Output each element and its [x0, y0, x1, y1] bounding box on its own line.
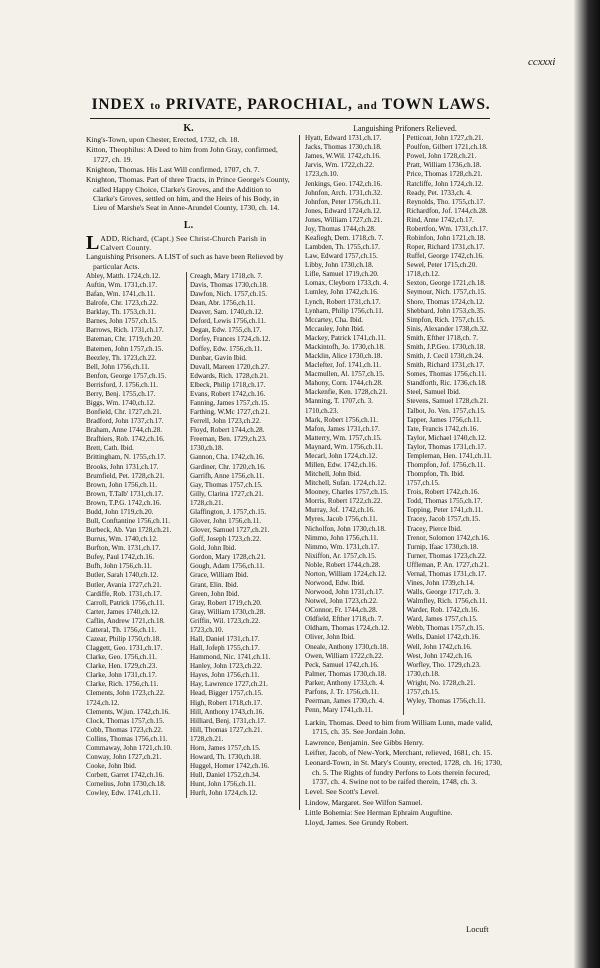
list-item: Tracey, Pierce Ibid.	[406, 524, 462, 533]
list-item: Topping, Peter 1741,ch.11.	[406, 506, 483, 515]
list-item: James, W.Wil. 1742,ch.16.	[305, 152, 404, 161]
list-item: Commaway, John 1721,ch.10.	[86, 744, 187, 753]
list-item: Parfons, J. Tr. 1756,ch.11.	[305, 688, 404, 697]
list-item: Gray, Robert 1719,ch.20.	[190, 598, 262, 607]
list-item: Abley, Matth. 1724,ch.12.	[86, 272, 187, 281]
list-item: Tate, Francis 1742,ch.16.	[406, 424, 479, 433]
list-item: Norwood, Edw. Ibid.	[305, 579, 404, 588]
list-item: Caflin, Andrew 1721,ch.18.	[86, 617, 187, 626]
list-item: Collins, Thomas 1756,ch.11.	[86, 735, 187, 744]
list-item: Clarke, Hen. 1729,ch.23.	[86, 662, 187, 671]
list-item: Owen, William 1722,ch.22.	[305, 652, 404, 661]
list-item: Beezley, Th. 1723,ch.22.	[86, 354, 187, 363]
list-item: Griffin, Wil. 1723,ch.22.	[190, 616, 261, 625]
list-item: Sinis, Alexander 1738,ch.32.	[406, 324, 489, 333]
list-item: Hurft, John 1724,ch.12.	[190, 789, 258, 798]
list-item: Vernal, Thomas 1731,ch.17.	[406, 569, 487, 578]
list-item: Smith, Efther 1718,ch. 7.	[406, 333, 479, 342]
list-item: Green, John Ibid.	[190, 589, 240, 598]
list-item: Bufh, John 1756,ch.11.	[86, 562, 187, 571]
list-item: Grace, William Ibid.	[190, 571, 249, 580]
list-item: Cowley, Edw. 1741,ch.11.	[86, 789, 187, 798]
list-item: Todd, Thomas 1755,ch.17.	[406, 497, 483, 506]
list-item: Oliver, John Ibid.	[305, 633, 404, 642]
list-item: Mooney, Charles 1757,ch.15.	[305, 488, 404, 497]
list-item: Sewel, Peter 1715,ch.20.	[406, 261, 478, 270]
list-item: Gardiner, Chr. 1720,ch.16.	[190, 462, 266, 471]
list-item: 1718,ch.12.	[406, 270, 440, 279]
list-item: Mackintofh, Jo. 1730,ch.18.	[305, 343, 404, 352]
list-header: Languishing Prifoners Relieved.	[353, 124, 457, 133]
list-item: Elbeck, Philip 1718,ch.17.	[190, 380, 266, 389]
list-item: Berry, Benj. 1755,ch.17.	[86, 390, 187, 399]
list-item: Steel, Samuel Ibid.	[406, 388, 461, 397]
title-part-laws-type: PRIVATE, PAROCHIAL,	[165, 96, 353, 113]
list-item: Webb, Thomas 1757,ch.15.	[406, 624, 485, 633]
list-item: Lomax, Cleyborn 1733,ch. 4.	[305, 279, 404, 288]
list-item: Biggs, Wm. 1740,ch.12.	[86, 399, 187, 408]
list-item: Gay, Thomas 1757,ch.15.	[190, 480, 263, 489]
list-item: Ready, Pet. 1733,ch. 4.	[406, 188, 472, 197]
list-item: Uffleman, P. An. 1727,ch.21.	[406, 560, 489, 569]
list-item: Turner, Thomas 1723,ch.22.	[406, 551, 487, 560]
list-item: Degan, Edw. 1755,ch.17.	[190, 326, 262, 335]
list-item: Braham, Anne 1744,ch.28.	[86, 426, 187, 435]
list-item: Deford, Lewis 1756,ch.11.	[190, 317, 266, 326]
list-item: Auftin, Wm. 1731,ch.17.	[86, 281, 187, 290]
list-item: Johnfon, Peter 1756,ch.11.	[305, 198, 404, 207]
list-item: Burrus, Wm. 1740,ch.12.	[86, 535, 187, 544]
list-item: Matterry, Wm. 1757,ch.15.	[305, 434, 404, 443]
list-item: Maclefter, Jof. 1741,ch.11.	[305, 361, 404, 370]
list-item: Mitchell, Sufan. 1724,ch.12.	[305, 479, 404, 488]
list-item: Evans, Robert 1742,ch.16.	[190, 389, 266, 398]
list-item: Nimmo, John 1756,ch.11.	[305, 534, 404, 543]
list-item: Keafiegh, Dem. 1718,ch. 7.	[305, 234, 404, 243]
list-item: Gold, John Ibid.	[190, 544, 237, 553]
section-letter-l: L.	[183, 219, 194, 231]
list-item: Manning, T. 1707,ch. 3.	[305, 397, 404, 406]
list-item: Macklin, Alice 1730,ch.18.	[305, 352, 404, 361]
page-number: ccxxxi	[528, 56, 556, 68]
index-entry: Leifter, Jacob, of New-York, Merchant, relieved, 1681, ch. 15.	[305, 748, 493, 758]
list-item: Clock, Thomas 1757,ch.15.	[86, 717, 187, 726]
list-item: Hall, Jofeph 1755,ch.17.	[190, 644, 260, 653]
list-item: Ruffel, George 1742,ch.16.	[406, 252, 484, 261]
catchword: Locuft	[466, 924, 489, 934]
list-item: Barrows, Rich. 1731,ch.17.	[86, 326, 187, 335]
list-item: Hanley, John 1723,ch.22.	[190, 662, 263, 671]
list-item: Jarvis, Wm. 1722,ch.22.	[305, 161, 404, 170]
list-item: Sexton, George 1721,ch.18.	[406, 279, 486, 288]
list-item: Freeman, Ben. 1729,ch.23.	[190, 435, 267, 444]
list-item: Dean, Abr. 1756,ch.11.	[190, 299, 256, 308]
list-item: Mahony, Corn. 1744,ch.28.	[305, 379, 404, 388]
list-item: Oldfield, Efther 1718,ch. 7.	[305, 615, 404, 624]
list-item: Macmullen, Al. 1757,ch.15.	[305, 370, 404, 379]
list-item: Dorfey, Frances 1724,ch.12.	[190, 335, 271, 344]
title-part-to: to	[150, 100, 161, 112]
list-item: Clements, John 1723,ch.22.	[86, 689, 187, 698]
list-item: Hall, Daniel 1731,ch.17.	[190, 635, 260, 643]
list-item: Cazear, Philip 1750,ch.18.	[86, 635, 187, 644]
right-column	[305, 124, 505, 827]
list-item: Ratcliffe, John 1724,ch.12.	[406, 179, 484, 188]
list-item: Seymour, Nich. 1757,ch.15.	[406, 288, 487, 297]
list-item: Well, John 1742,ch.16.	[406, 642, 472, 651]
list-item: Huggel, Homer 1742,ch.16.	[190, 762, 270, 771]
list-item: Hilliard, Benj. 1731,ch.17.	[190, 716, 266, 725]
list-item: Garrifh, Anne 1756,ch.11.	[190, 471, 265, 480]
list-item: Butler, Sarah 1740,ch.12.	[86, 571, 187, 580]
list-item: Brown, T.Talb' 1731,ch.17.	[86, 490, 187, 499]
list-item: Howard, Th. 1730,ch.18.	[190, 753, 261, 762]
list-item: Petticoat, John 1727,ch.21.	[406, 134, 484, 143]
index-entry-ladd	[86, 231, 291, 254]
list-item: Penn, Mary 1741,ch.11.	[305, 706, 404, 715]
list-item: Berrisford, J. 1756,ch.11.	[86, 381, 187, 390]
list-item: Brittingham, N. 1755,ch.17.	[86, 453, 187, 462]
list-item: Mafon, James 1731,ch.17.	[305, 425, 404, 434]
list-item: Powel, John 1728,ch.21.	[406, 152, 477, 161]
list-item: 1724,ch.12.	[86, 699, 187, 708]
list-item: Glover, John 1756,ch.11.	[190, 516, 262, 525]
list-item: Clarke, John 1731,ch.17.	[86, 671, 187, 680]
list-item: Talbot, Jo. Ven. 1757,ch.15.	[406, 406, 486, 415]
list-item: Cooke, John Ibid.	[86, 762, 187, 771]
section-letter-k: K.	[183, 123, 194, 134]
list-item: Floyd, Robert 1744,ch.28.	[190, 426, 265, 435]
index-entry: Lawrence, Benjamin. See Gibbs Henry.	[305, 737, 424, 747]
list-item: Butler, Avania 1727,ch.21.	[86, 581, 187, 590]
list-item: Jones, William 1727,ch.21.	[305, 216, 404, 225]
index-entries-tail	[305, 718, 505, 827]
list-item: Reynolds, Tho. 1755,ch.17.	[406, 197, 485, 206]
list-item: Goff, Joseph 1723,ch.22.	[190, 535, 262, 544]
list-item: Barklay, Th. 1753,ch.11.	[86, 308, 187, 317]
list-item: Barnes, John 1757,ch.15.	[86, 317, 187, 326]
list-item: Murray, Jof. 1742,ch.16.	[305, 506, 404, 515]
list-item: 1723,ch.10.	[305, 170, 404, 179]
title-rule	[90, 118, 490, 119]
list-item: Walmfley, Rich. 1756,ch.11.	[406, 597, 488, 606]
title-part-and: and	[357, 100, 378, 112]
list-item: Shore, Thomas 1724,ch.12.	[406, 297, 485, 306]
list-item: Cardiffe, Rob. 1731,ch.17.	[86, 590, 187, 599]
list-item: Wright, No. 1728,ch.21.	[406, 678, 476, 687]
list-item: Budd, John 1719,ch.20.	[86, 508, 187, 517]
page-title	[86, 96, 496, 114]
list-item: Brown, T.P.G. 1742,ch.16.	[86, 499, 187, 508]
list-item: Stevens, Samuel 1728,ch.21.	[406, 397, 489, 406]
list-item: Deaver, Sam. 1740,ch.12.	[190, 308, 264, 317]
list-item: Benfon, George 1757,ch.15.	[86, 372, 187, 381]
list-item: Conway, John 1727,ch.21.	[86, 753, 187, 762]
list-item: Somes, Thomas 1756,ch.11.	[406, 370, 487, 379]
list-item: Ward, James 1757,ch.15.	[406, 615, 478, 624]
list-item: Peck, Samuel 1742,ch.16.	[305, 661, 404, 670]
list-item: Smith, J. Cecil 1730,ch.24.	[406, 352, 484, 361]
list-item: 1710,ch.23.	[305, 407, 404, 416]
list-item: Libby, John 1730,ch.18.	[305, 261, 404, 270]
list-item: Ferrell, John 1723,ch.22.	[190, 417, 261, 426]
entry-text: ADD, Richard, (Capt.) See Christ-Church Parish in Calvert County.	[100, 233, 267, 252]
list-item: Mackenfie, Ken. 1728,ch.21.	[305, 388, 404, 397]
index-entry: Lloyd, James. See Grundy Robert.	[305, 818, 409, 828]
list-item: Brett, Cath. Ibid.	[86, 444, 187, 453]
index-entry: Larkin, Thomas. Deed to him from William Lunn, made valid, 1715, ch. 35. See Jordain John.	[305, 718, 493, 737]
list-item: Nixiffon, Ar. 1757,ch.15.	[305, 552, 404, 561]
list-item: 1728,ch.21.	[190, 734, 224, 743]
list-item: 1723,ch.10.	[190, 625, 224, 634]
index-entry: Kitton, Theophilus: A Deed to him from John Gray, confirmed, 1727, ch. 19.	[86, 145, 278, 164]
list-item: Simpfon, Rich. 1757,ch.15.	[406, 315, 485, 324]
list-item: Taylor, Thomas 1731,ch.17.	[406, 442, 486, 451]
title-part-town-laws: TOWN LAWS.	[381, 96, 491, 113]
list-item: Bafan, Wm. 1741,ch.11.	[86, 290, 187, 299]
list-item: Mackey, Patrick 1741,ch.11.	[305, 334, 404, 343]
list-item: Horn, James 1757,ch.15.	[190, 743, 261, 752]
list-item: Standforth, Ric. 1736,ch.18.	[406, 379, 487, 388]
index-entry: Leonard-Town, in St. Mary's County, erected, 1728, ch. 16; 1730, ch. 5. The Rights of fundry Perfons to Lots therein fecured, 1737, ch. 4. Swine not to be raifed therein, 1748, ch. 3.	[305, 758, 502, 786]
left-column	[86, 124, 291, 798]
list-item: Jacks, Thomas 1730,ch.18.	[305, 143, 404, 152]
list-item: Hayes, John 1756,ch.11.	[190, 671, 260, 680]
list-item: Trois, Robert 1742,ch.16.	[406, 488, 480, 497]
list-item: Lynham, Philip 1756,ch.11.	[305, 307, 404, 316]
list-item: Grant, Elin. Ibid.	[190, 580, 239, 589]
list-item: Mccauley, John Ibid.	[305, 325, 404, 334]
list-item: Creagh, Mary 1718,ch. 7.	[190, 271, 263, 280]
list-item: Myres, Jacob 1756,ch.11.	[305, 515, 404, 524]
list-item: Lumley, John 1742,ch.16.	[305, 288, 404, 297]
list-item: Richardfon, Jof. 1744,ch.28.	[406, 206, 488, 215]
index-entry-prisoners: Languishing Prisoners. A LIST of such as have been Relieved by particular Acts.	[86, 252, 284, 271]
list-item: Joy, Thomas 1744,ch.28.	[305, 225, 404, 234]
list-item: Turnip, Ifaac 1730,ch.18.	[406, 542, 479, 551]
list-item: Glover, Samuel 1727,ch.21.	[190, 526, 270, 535]
list-item: Tracey, Jacob 1757,ch.15.	[406, 515, 481, 524]
list-item: 1757,ch.15.	[406, 479, 440, 488]
list-item: Jenkings, Geo. 1742,ch.16.	[305, 180, 404, 189]
list-item: 1730,ch.18.	[406, 669, 440, 678]
list-item: Trenor, Solomon 1742,ch.16.	[406, 533, 490, 542]
list-item: Duvall, Mareen 1720,ch.27.	[190, 362, 270, 371]
list-item: Robertfon, Wm. 1731,ch.17.	[406, 224, 488, 233]
list-item: Smith, Richard 1731,ch.17.	[406, 361, 485, 370]
list-item: Mark, Robert 1756,ch.11.	[305, 416, 404, 425]
list-item: Thompfon, Jof. 1756,ch.11.	[406, 460, 486, 469]
list-item: Dawfon, Nich. 1757,ch.15.	[190, 290, 268, 299]
list-item: Hull, Daniel 1752,ch.34.	[190, 771, 261, 780]
list-item: Worfley, Tho. 1729,ch.23.	[406, 660, 481, 669]
list-item: Lambden, Th. 1755,ch.17.	[305, 243, 404, 252]
list-item: OConnor, Fr. 1744,ch.28.	[305, 606, 404, 615]
list-item: Clements, W.jun. 1742,ch.16.	[86, 708, 187, 717]
list-item: Johnfon, Arch. 1731,ch.32.	[305, 189, 404, 198]
list-item: Oldham, Thomas 1724,ch.12.	[305, 624, 404, 633]
index-entry: King's-Town, upon Chester, Erected, 1732, ch. 18.	[86, 135, 240, 145]
list-item: Burfton, Wm. 1731,ch.17.	[86, 544, 187, 553]
list-item: Burbeck, Ab. Van 1728,ch.21.	[86, 526, 187, 535]
list-item: Gough, Adam 1756,ch.11.	[190, 562, 265, 571]
list-item: Balrofe, Chr. 1723,ch.22.	[86, 299, 187, 308]
list-item: Davis, Thomas 1730,ch.18.	[190, 280, 268, 289]
drop-cap: L	[86, 231, 100, 254]
list-item: Cornelius, John 1730,ch.18.	[86, 780, 187, 789]
list-item: Brown, John 1756,ch.11.	[86, 481, 187, 490]
list-item: Norton, William 1724,ch.12.	[305, 570, 404, 579]
list-item: Thompfon, Th. Ibid.	[406, 470, 465, 479]
list-item: Clarke, Geo. 1756,ch.11.	[86, 653, 187, 662]
list-item: Peerman, James 1730,ch. 4.	[305, 697, 404, 706]
list-item: Taylor, Michael 1740,ch.12.	[406, 433, 487, 442]
list-item: Nicholfon, John 1730,ch.18.	[305, 525, 404, 534]
list-item: Smith, J.P.Geo. 1730,ch.18.	[406, 342, 486, 351]
index-entry: Knighton, Thomas. Part of three Tracts, in Prince George's County, called Happy Choice, Clarke's Groves, and the Addition to Clarke's Groves, settled on him, and the Heirs of his Body, in Lieu of Marshe's Seat in Anne-Arundel County, 1730, ch. 14.	[86, 175, 290, 213]
list-item: Clarke, Rich. 1756,ch.11.	[86, 680, 187, 689]
list-item: Corbett, Garret 1742,ch.16.	[86, 771, 187, 780]
list-item: Parker, Anthony 1733,ch. 4.	[305, 679, 404, 688]
list-item: Wyley, Thomas 1756,ch.11.	[406, 697, 486, 705]
list-item: Brooks, John 1731,ch.17.	[86, 463, 187, 472]
list-item: Law, Edward 1757,ch.15.	[305, 252, 404, 261]
list-item: Robinfon, John 1721,ch.18.	[406, 234, 486, 243]
list-item: Claggett, Geo. 1731,ch.17.	[86, 644, 187, 653]
list-item: Shebbard, John 1753,ch.35.	[406, 306, 486, 315]
list-item: Hill, Thomas 1727,ch.21.	[190, 725, 263, 734]
list-item: Dunbar, Gavin Ibid.	[190, 353, 247, 362]
list-item: Edwards, Rich. 1728,ch.21.	[190, 371, 269, 380]
scan-edge-shadow	[574, 0, 600, 968]
index-entry: Level. See Scott's Level.	[305, 787, 380, 797]
list-item: Pratt, William 1736,ch.18.	[406, 161, 482, 170]
list-item: Lifle, Samuel 1719,ch.20.	[305, 270, 404, 279]
list-item: Carroll, Patrick 1756,ch.11.	[86, 599, 187, 608]
list-item: Vines, John 1739,ch.14.	[406, 578, 475, 587]
index-entry: Little Bohemia: See Herman Ephraim Auguftine.	[305, 807, 453, 817]
list-item: Warder, Rob. 1742,ch.16.	[406, 606, 480, 615]
list-item: Lynch, Robert 1731,ch.17.	[305, 298, 404, 307]
list-item: Fanning, James 1757,ch.15.	[190, 398, 270, 407]
list-item: Farthing, W.Mc 1727,ch.21.	[190, 408, 270, 417]
list-item: Batemen, John 1757,ch.15.	[86, 345, 187, 354]
list-item: Gannon, Cha. 1742,ch.16.	[190, 453, 265, 462]
list-item: Bonfield, Chr. 1727,ch.21.	[86, 408, 187, 417]
list-item: High, Robert 1718,ch.17.	[190, 698, 263, 707]
prisoner-list-left	[86, 272, 291, 799]
list-item: Gilly, Clarina 1727,ch.21.	[190, 489, 264, 498]
list-item: Mccartey, Cha. Ibid.	[305, 316, 404, 325]
list-item: Gray, William 1730,ch.28.	[190, 607, 266, 616]
list-item: Hammond, Nic. 1741,ch.11.	[190, 653, 271, 662]
list-item: Brumfield, Pet. 1728,ch.21.	[86, 472, 187, 481]
list-item: Tapper, James 1756,ch.11.	[406, 415, 482, 424]
list-item: 1728,ch.21.	[190, 498, 224, 507]
list-item: Bufey, Paul 1742,ch.16.	[86, 553, 187, 562]
list-item: Notwel, John 1723,ch.22.	[305, 597, 404, 606]
list-item: Price, Thomas 1728,ch.21.	[406, 170, 483, 179]
list-item: Bradford, John 1737,ch.17.	[86, 417, 187, 426]
list-item: Hunt, John 1756,ch.11.	[190, 780, 256, 789]
index-entry: Lindow, Margaret. See Wilfon Samuel.	[305, 797, 423, 807]
list-item: Morris, Robert 1722,ch.22.	[305, 497, 404, 506]
list-item: Bateman, Chr. 1719,ch.20.	[86, 335, 187, 344]
list-item: Catteral, Th. 1756,ch.11.	[86, 626, 187, 635]
list-item: Brafhiers, Rob. 1742,ch.16.	[86, 435, 187, 444]
list-item: Maynard, Wm. 1756,ch.11.	[305, 443, 404, 452]
list-item: Oneale, Anthony 1730,ch.18.	[305, 643, 404, 652]
list-item: Carter, James 1740,ch.12.	[86, 608, 187, 617]
list-item: Bell, John 1756,ch.11.	[86, 363, 187, 372]
list-item: Rind, Anne 1742,ch.17.	[406, 215, 474, 224]
list-item	[407, 706, 506, 715]
list-item: Hay, Lawrence 1727,ch.21.	[190, 680, 268, 689]
list-item: Gordon, Mary 1728,ch.21.	[190, 553, 266, 562]
list-item: West, John 1742,ch.16.	[406, 651, 473, 660]
list-item: Doffey, Edw. 1756,ch.11.	[190, 344, 263, 353]
prisoner-list-right	[305, 134, 505, 715]
list-item: Roper, Richard 1731,ch.17.	[406, 243, 485, 252]
list-item: Jones, Edward 1724,ch.12.	[305, 207, 404, 216]
list-item: Millen, Edw. 1742,ch.16.	[305, 461, 404, 470]
list-item: Wells, Daniel 1742,ch.16.	[406, 633, 481, 642]
list-item: Glaffington, J. 1757,ch.15.	[190, 507, 267, 516]
list-item: Hyatt, Edward 1731,ch.17.	[305, 134, 404, 143]
list-item: 1730,ch.18.	[190, 444, 224, 453]
list-item: Mitchell, John Ibid.	[305, 470, 404, 479]
title-part-index: INDEX	[91, 96, 146, 113]
list-item: Cobb, Thomas 1723,ch.22.	[86, 726, 187, 735]
index-entry: Knighton, Thomas. His Last Will confirmed, 1707, ch. 7.	[86, 165, 260, 175]
list-item: Hill, Anthony 1743,ch.16.	[190, 707, 265, 716]
list-item: Head, Bigger 1757,ch.15.	[190, 689, 263, 698]
list-item: 1757,ch.15.	[406, 687, 440, 696]
list-item: Poulfon, Gilbert 1721,ch.18.	[406, 143, 488, 152]
list-item: Templeman, Hen. 1741,ch.11.	[406, 451, 492, 460]
list-item: Palmer, Thomas 1730,ch.18.	[305, 670, 404, 679]
list-item: Bull, Conftantine 1756,ch.11.	[86, 517, 187, 526]
list-item: Nimmo, Wm. 1731,ch.17.	[305, 543, 404, 552]
list-item: Noble, Robert 1744,ch.28.	[305, 561, 404, 570]
list-item: Mecarl, John 1724,ch.12.	[305, 452, 404, 461]
list-item: Walls, George 1717,ch. 3.	[406, 588, 481, 597]
list-item: Norwood, John 1731,ch.17.	[305, 588, 404, 597]
column-divider	[299, 135, 300, 810]
